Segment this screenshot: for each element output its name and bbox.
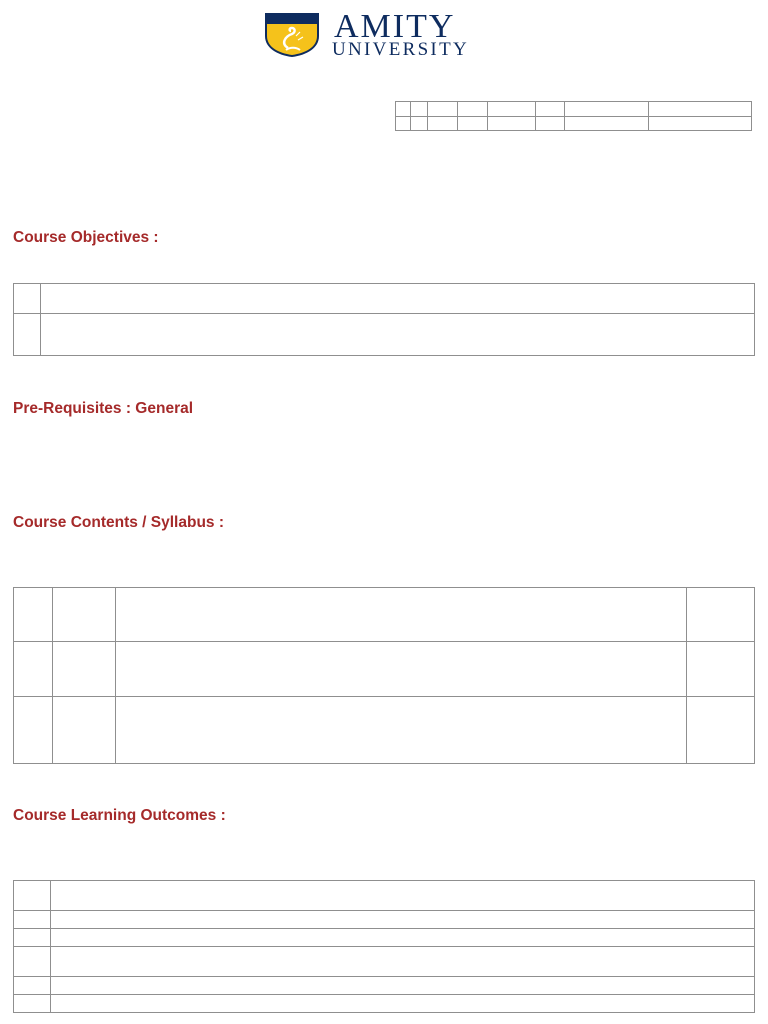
table-row	[14, 284, 755, 314]
table-cell	[116, 642, 687, 697]
table-cell	[53, 642, 116, 697]
table-cell	[536, 102, 565, 117]
table-cell	[396, 117, 411, 131]
table-row	[14, 977, 755, 995]
table-row	[14, 314, 755, 356]
table-cell	[14, 995, 51, 1013]
table-cell	[14, 284, 41, 314]
table-cell	[458, 117, 488, 131]
table-row	[14, 697, 755, 764]
table-row	[396, 102, 752, 117]
table-cell	[14, 697, 53, 764]
crest-icon	[262, 10, 324, 58]
course-objectives-heading: Course Objectives :	[13, 229, 159, 246]
table-row	[14, 929, 755, 947]
table-cell	[488, 102, 536, 117]
table-cell	[536, 117, 565, 131]
table-cell	[488, 117, 536, 131]
table-cell	[649, 117, 752, 131]
table-cell	[14, 642, 53, 697]
table-cell	[51, 929, 755, 947]
table-row	[14, 911, 755, 929]
table-cell	[649, 102, 752, 117]
table-cell	[14, 911, 51, 929]
table-cell	[565, 117, 649, 131]
table-cell	[53, 588, 116, 642]
table-cell	[396, 102, 411, 117]
table-cell	[41, 284, 755, 314]
course-code-table	[395, 101, 752, 131]
crest-subcaption: UNIVERSITY	[280, 19, 304, 24]
table-cell	[428, 102, 458, 117]
table-row	[14, 588, 755, 642]
logo-wordmark-secondary: UNIVERSITY	[332, 39, 469, 60]
table-cell	[14, 977, 51, 995]
table-row	[14, 995, 755, 1013]
prerequisites-heading: Pre-Requisites : General	[13, 400, 194, 417]
learning-outcomes-heading: Course Learning Outcomes :	[13, 807, 226, 824]
table-cell	[51, 995, 755, 1013]
table-cell	[411, 102, 428, 117]
table-cell	[51, 881, 755, 911]
course-objectives-table	[13, 283, 755, 356]
table-cell	[14, 947, 51, 977]
table-cell	[116, 697, 687, 764]
table-cell	[14, 881, 51, 911]
table-cell	[14, 929, 51, 947]
table-cell	[458, 102, 488, 117]
table-cell	[14, 314, 41, 356]
table-cell	[51, 977, 755, 995]
table-row	[14, 881, 755, 911]
course-contents-heading: Course Contents / Syllabus :	[13, 514, 225, 531]
table-cell	[687, 697, 755, 764]
table-cell	[411, 117, 428, 131]
logo-wordmark-primary: AMITY	[334, 8, 456, 45]
table-cell	[51, 947, 755, 977]
table-row	[14, 947, 755, 977]
table-row	[396, 117, 752, 131]
crest-caption: AMITY	[282, 14, 302, 20]
table-cell	[428, 117, 458, 131]
table-cell	[51, 911, 755, 929]
table-cell	[41, 314, 755, 356]
table-cell	[116, 588, 687, 642]
table-cell	[687, 588, 755, 642]
table-cell	[565, 102, 649, 117]
table-cell	[53, 697, 116, 764]
table-cell	[14, 588, 53, 642]
learning-outcomes-table	[13, 880, 755, 1013]
amity-university-logo	[262, 10, 512, 60]
table-row	[14, 642, 755, 697]
table-cell	[687, 642, 755, 697]
syllabus-table	[13, 587, 755, 764]
